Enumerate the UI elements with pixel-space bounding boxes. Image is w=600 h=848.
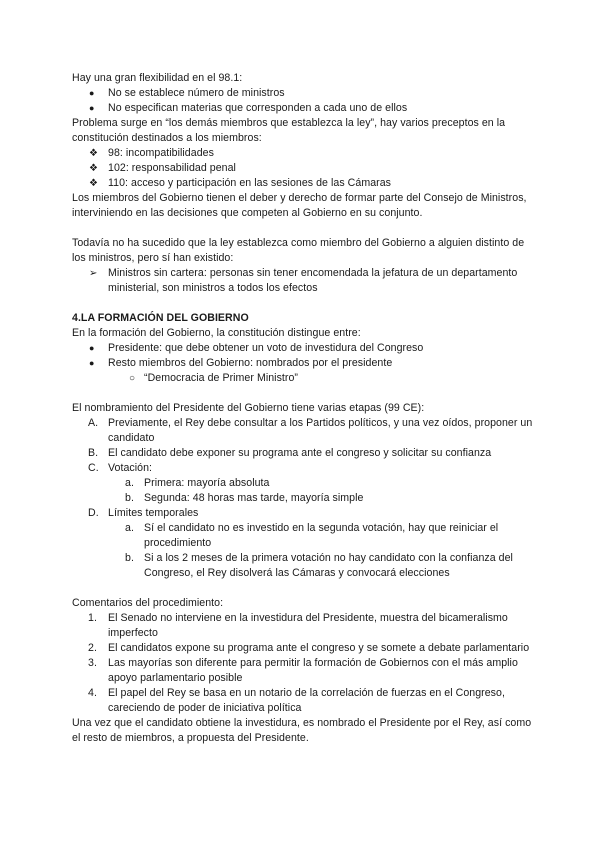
document-page <box>72 71 540 746</box>
stages-list <box>72 416 540 581</box>
list-item: B. El candidato debe exponer su programa ante el congreso y solicitar su confianza <box>88 447 492 459</box>
comments-list <box>72 611 540 716</box>
appointment-paragraph: El nombramiento del Presidente del Gobierno tiene varias etapas (99 CE): <box>72 402 425 414</box>
circle-bullet-icon: ○ <box>129 373 136 384</box>
bullet-dot-icon: ● <box>89 343 95 353</box>
list-item: ● Resto miembros del Gobierno: nombrados por el presidente <box>89 357 393 369</box>
list-item: 1. El Senado no interviene en la investidura del Presidente, muestra del bicameralismo imperfecto <box>88 612 508 639</box>
limits-sublist <box>72 521 540 581</box>
list-item: b. Segunda: 48 horas mas tarde, mayoría simple <box>125 492 364 504</box>
ministers-list <box>72 266 540 296</box>
arrow-bullet-icon: ➢ <box>89 268 98 279</box>
list-item: ● Presidente: que debe obtener un voto de investidura del Congreso <box>89 342 424 354</box>
formation-paragraph: En la formación del Gobierno, la constitución distingue entre: <box>72 327 361 339</box>
list-item: 4. El papel del Rey se basa en un notario de la correlación de fuerzas en el Congreso, careciendo de poder de iniciativa política <box>88 687 505 714</box>
diamond-bullet-icon: ❖ <box>89 148 99 159</box>
bullet-dot-icon: ● <box>89 358 95 368</box>
list-item: ● No especifican materias que corresponden a cada uno de ellos <box>89 102 408 114</box>
list-item: C. Votación: a. Primera: mayoría absoluta b. Segunda: 48 horas mas tarde, mayoría simple <box>72 461 540 506</box>
list-item: a. Sí el candidato no es investido en la segunda votación, hay que reiniciar el procedimiento <box>125 522 499 549</box>
diamond-bullet-icon: ❖ <box>89 178 99 189</box>
list-item: ❖ 98: incompatibilidades <box>89 147 214 159</box>
formation-list <box>72 341 540 371</box>
voting-sublist <box>72 476 540 506</box>
list-item: a. Primera: mayoría absoluta <box>125 477 270 489</box>
list-item: ● No se establece número de ministros <box>89 87 285 99</box>
formation-sublist <box>72 371 540 386</box>
intro-paragraph: Hay una gran flexibilidad en el 98.1: <box>72 72 243 84</box>
list-item: 2. El candidatos expone su programa ante el congreso y se somete a debate parlamentario <box>88 642 530 654</box>
diamond-bullet-icon: ❖ <box>89 163 99 174</box>
precepts-list <box>72 146 540 191</box>
section-heading: 4.LA FORMACIÓN DEL GOBIERNO <box>72 312 249 324</box>
list-item: ❖ 110: acceso y participación en las sesiones de las Cámaras <box>89 177 391 189</box>
list-item: ➢ Ministros sin cartera: personas sin tener encomendada la jefatura de un departamento ministerial, son ministros a todos los efectos <box>89 267 518 294</box>
list-item: ○ “Democracia de Primer Ministro” <box>129 372 299 384</box>
list-item: A. Previamente, el Rey debe consultar a los Partidos políticos, y una vez oídos, proponer un candidato <box>88 417 533 444</box>
list-item: ❖ 102: responsabilidad penal <box>89 162 236 174</box>
comments-heading: Comentarios del procedimiento: <box>72 597 224 609</box>
flexibility-list <box>72 86 540 116</box>
bullet-dot-icon: ● <box>89 103 95 113</box>
list-item: b. Si a los 2 meses de la primera votación no hay candidato con la confianza del Congreso, el Rey disolverá las Cámaras y convocará elecciones <box>125 552 513 579</box>
bullet-dot-icon: ● <box>89 88 95 98</box>
closing-paragraph: Una vez que el candidato obtiene la investidura, es nombrado el Presidente por el Rey, así como el resto de miembros, a propuesta del Presidente. <box>72 717 532 744</box>
ministers-paragraph: Todavía no ha sucedido que la ley establezca como miembro del Gobierno a alguien distinto de los ministros, pero sí han existido: <box>72 237 525 264</box>
members-paragraph: Los miembros del Gobierno tienen el deber y derecho de formar parte del Consejo de Ministros, interviniendo en las decisiones que competen al Gobierno en su conjunto. <box>72 192 527 219</box>
problem-paragraph: Problema surge en “los demás miembros que establezca la ley”, hay varios preceptos en la constitución destinados a los miembros: <box>72 117 506 144</box>
list-item: D. Límites temporales a. Sí el candidato no es investido en la segunda votación, hay que reiniciar el procedimiento b. Si a los 2 meses de la primera votación no hay candidato con la confianza del Congreso, el Rey disolverá las Cámaras y convocará elecciones <box>72 506 540 581</box>
list-item: 3. Las mayorías son diferente para permitir la formación de Gobiernos con el más amplio apoyo parlamentario posible <box>88 657 518 684</box>
